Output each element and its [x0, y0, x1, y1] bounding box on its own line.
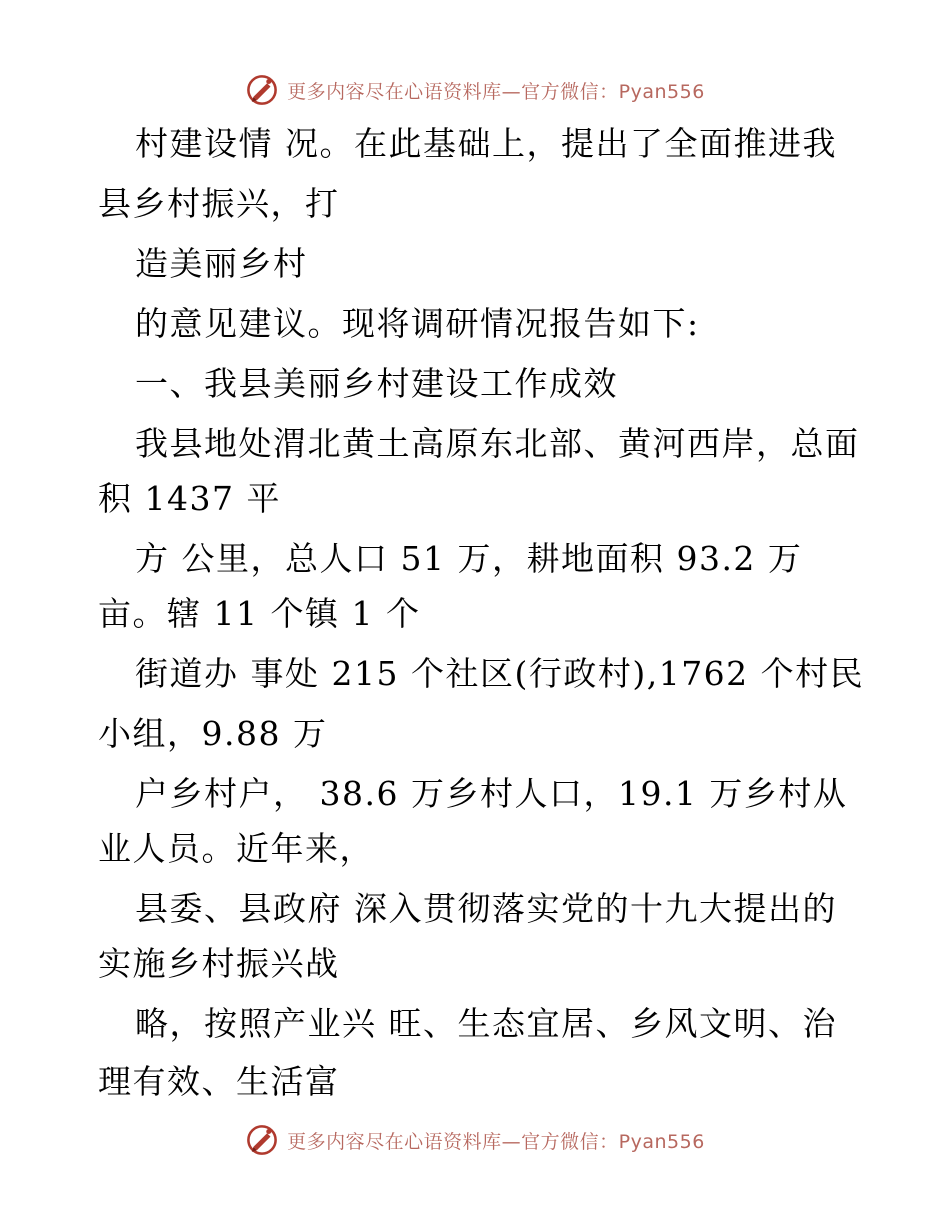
text-line: 造美丽乡村	[135, 244, 308, 283]
text-line: 业人员。近年来，	[98, 829, 374, 868]
text-line: 积 1437 平	[98, 479, 281, 518]
text-line: 理有效、生活富	[98, 1062, 340, 1101]
text-line: 村建设情 况。在此基础上，提出了全面推进我	[135, 124, 837, 163]
text-line: 县乡村振兴，打	[98, 184, 340, 223]
text-line: 亩。辖 11 个镇 1 个	[98, 594, 421, 633]
text-line: 户乡村户， 38.6 万乡村人口，19.1 万乡村从	[135, 774, 848, 813]
footer-banner-text: 更多内容尽在心语资料库—官方微信：Pyan556	[287, 1130, 705, 1153]
section-heading: 一、我县美丽乡村建设工作成效	[135, 364, 618, 403]
pen-logo-icon	[245, 1123, 279, 1157]
text-line: 略，按照产业兴 旺、生态宜居、乡风文明、治	[135, 1004, 837, 1043]
text-line: 县委、县政府 深入贯彻落实党的十九大提出的	[135, 889, 837, 928]
text-line: 街道办 事处 215 个社区(行政村),1762 个村民	[135, 654, 865, 693]
text-line: 方 公里，总人口 51 万，耕地面积 93.2 万	[135, 539, 803, 578]
footer-banner	[0, 1120, 950, 1160]
text-line: 我县地处渭北黄土高原东北部、黄河西岸，总面	[135, 424, 860, 463]
text-line: 实施乡村振兴战	[98, 944, 340, 983]
text-line: 的意见建议。现将调研情况报告如下:	[135, 304, 700, 343]
header-banner	[0, 70, 950, 110]
pen-logo-icon	[245, 73, 279, 107]
header-banner-text: 更多内容尽在心语资料库—官方微信：Pyan556	[287, 80, 705, 103]
text-line: 小组，9.88 万	[98, 714, 328, 753]
